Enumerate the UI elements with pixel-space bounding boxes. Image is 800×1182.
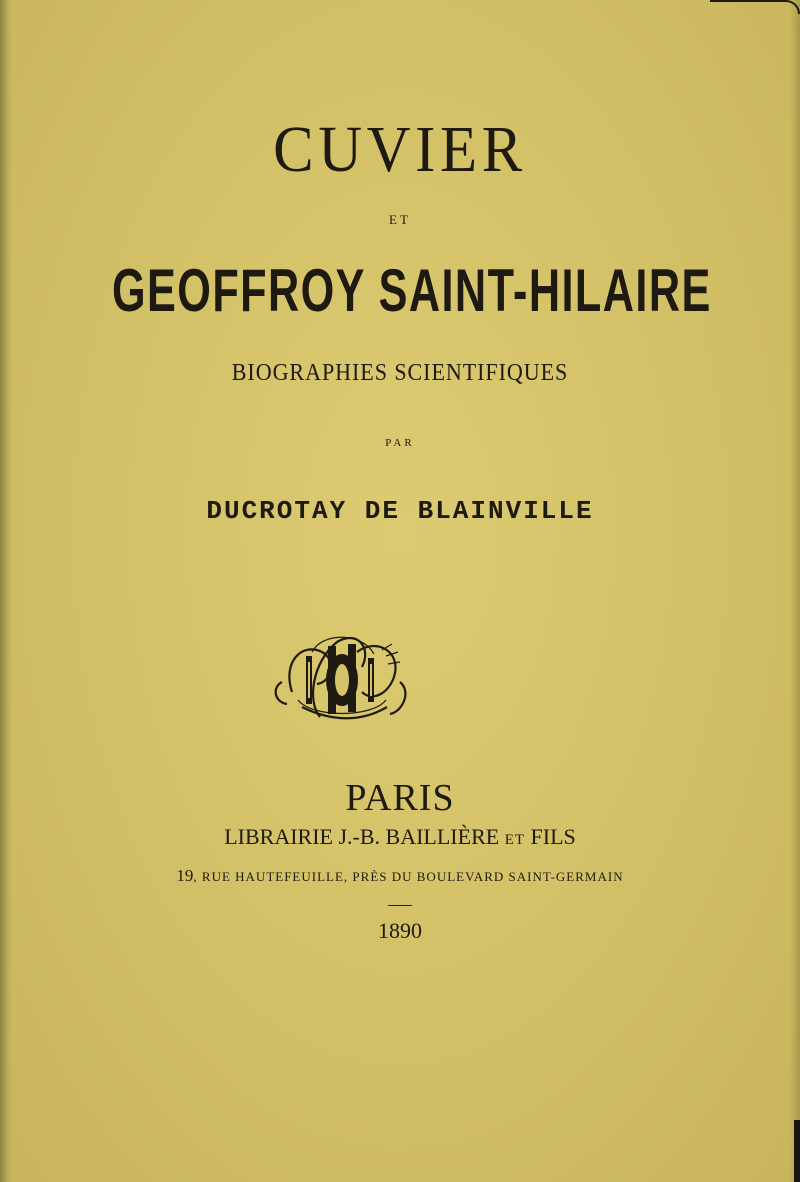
publisher-name-conjunction: ET: [504, 832, 526, 848]
page-top-curl: [710, 0, 800, 14]
publication-city: PARIS: [345, 777, 455, 819]
publisher-monogram-emblem-icon: [262, 622, 422, 722]
page-corner-shadow: [794, 1120, 800, 1182]
publisher-name-part3: FILS: [525, 824, 576, 849]
page-left-edge: [0, 0, 12, 1182]
divider-rule: [388, 905, 412, 906]
publisher-name: [0, 824, 800, 850]
publisher-address: [0, 866, 800, 886]
title-conjunction: ET: [389, 212, 411, 227]
publisher-name-part1: LIBRAIRIE J.-B. BAILLIÈRE: [224, 824, 505, 849]
book-subtitle: BIOGRAPHIES SCIENTIFIQUES: [231, 360, 569, 386]
address-street: , RUE HAUTEFEUILLE, PRÈS DU BOULEVARD SAINT-GERMAIN: [193, 869, 624, 884]
book-title-second: GEOFFROY SAINT-HILAIRE: [112, 257, 712, 324]
address-number: 19: [176, 866, 194, 885]
page-right-edge: [790, 0, 800, 1182]
book-title-main: CUVIER: [273, 113, 527, 186]
byline-label: PAR: [385, 437, 415, 449]
author-name: DUCROTAY DE BLAINVILLE: [206, 496, 594, 526]
publication-year: 1890: [378, 918, 422, 943]
